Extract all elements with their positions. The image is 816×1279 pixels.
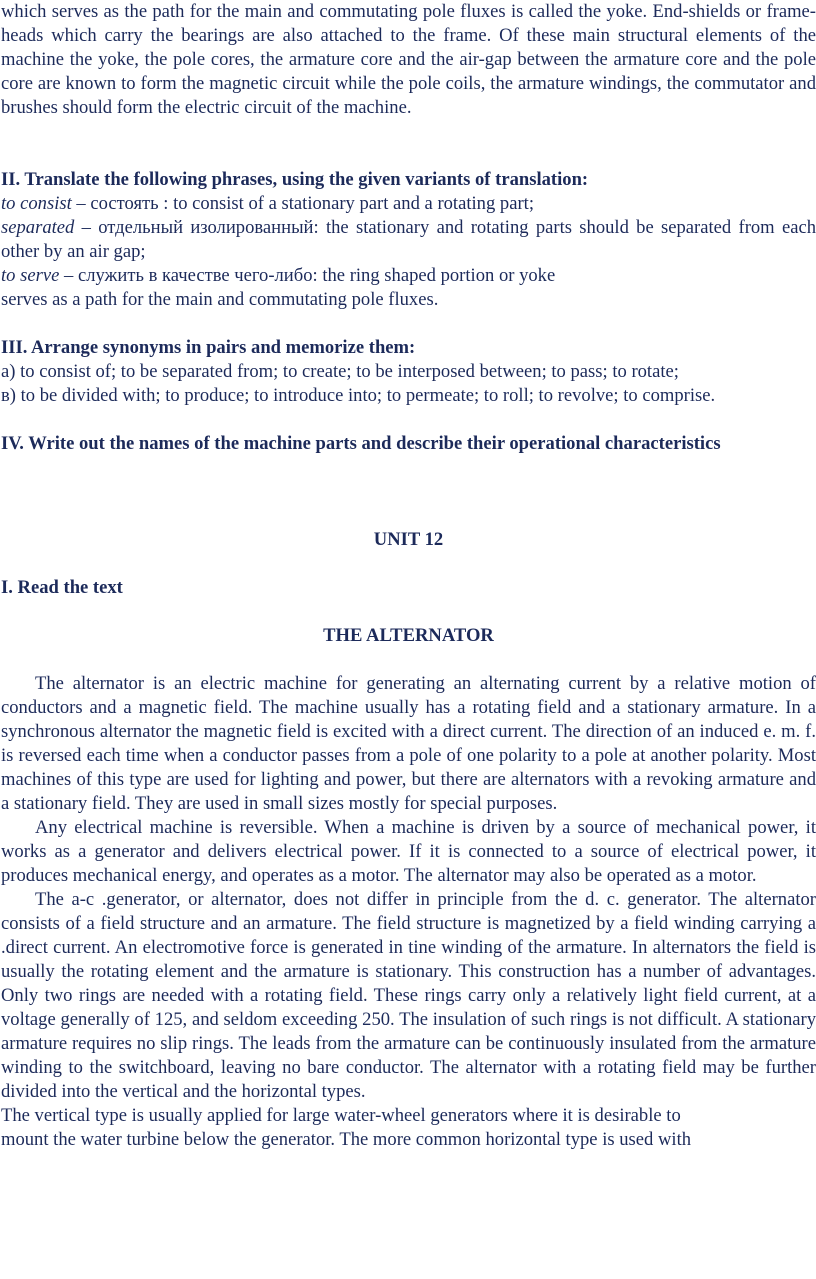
spacer <box>1 408 816 432</box>
text-title: THE ALTERNATOR <box>323 625 494 646</box>
translation-text: – отдельный изолированный: the stationary and rotating parts should be separated from each other by an air gap; <box>1 217 816 262</box>
spacer <box>1 648 816 672</box>
translation-item-consist <box>1 192 816 216</box>
spacer <box>1 552 816 576</box>
body-paragraph-2: Any electrical machine is reversible. When a machine is driven by a source of mechanical power, it works as a generator and delivers electrical power. If it is connected to a source of electrical power, it produces mechanical energy, and operates as a motor. The alternator may also be operated as a motor. <box>1 817 816 886</box>
synonyms-line-b: в) to be divided with; to produce; to introduce into; to permeate; to roll; to revolve; to comprise. <box>1 385 716 406</box>
term-to-serve: to serve <box>1 265 60 286</box>
section-2-heading: II. Translate the following phrases, using the given variants of translation: <box>1 169 589 190</box>
body-final-line-1: The vertical type is usually applied for large water-wheel generators where it is desirable to <box>1 1105 681 1126</box>
body-paragraph-3: The a-c .generator, or alternator, does not differ in principle from the d. c. generator. The alternator consists of a field structure and an armature. The field structure is magnetized by a field winding carrying a .direct current. An electromotive force is generated in tine winding of the armature. In alternators the field is usually the rotating element and the armature is stationary. This construction has a number of advantages. Only two rings are needed with a rotating field. These rings carry only a relatively light field current, at a voltage generally of 125, and seldom exceeding 250. The insulation of such rings is not difficult. A stationary armature requires no slip rings. The leads from the armature can be continuously insulated from the armature winding to the switchboard, leaving no bare conductor. The alternator with a rotating field may be further divided into the vertical and the horizontal types. <box>1 889 816 1102</box>
term-to-consist: to consist <box>1 193 72 214</box>
section-3-heading: III. Arrange synonyms in pairs and memorize them: <box>1 337 416 358</box>
translation-text: – служить в качестве чего-либо: the ring shaped portion or yoke <box>59 265 556 286</box>
translation-item-separated <box>1 216 816 264</box>
body-paragraph-1: The alternator is an electric machine for generating an alternating current by a relative motion of conductors and a magnetic field. The machine usually has a rotating field and a stationary armature. In a synchronous alternator the magnetic field is excited with a direct current. The direction of an induced e. m. f. is reversed each time when a conductor passes from a pole of one polarity to a pole at another polarity. Most machines of this type are used for lighting and power, but there are alternators with a revoking armature and a stationary field. They are used in small sizes mostly for special purposes. <box>1 673 816 814</box>
synonyms-line-a: а) to consist of; to be separated from; to create; to be interposed between; to pass; to rotate; <box>1 361 679 382</box>
spacer <box>1 456 816 528</box>
unit-title: UNIT 12 <box>373 529 444 550</box>
section-4-heading: IV. Write out the names of the machine parts and describe their operational characteristics <box>1 433 721 454</box>
translation-item-serve <box>1 264 816 288</box>
body-final-line-2: mount the water turbine below the generator. The more common horizontal type is used with <box>1 1129 692 1150</box>
intro-paragraph: which serves as the path for the main and commutating pole fluxes is called the yoke. End-shields or frame-heads which carry the bearings are also attached to the frame. Of these main structural elements of the machine the yoke, the pole cores, the armature core and the air-gap between the armature core and the pole core are known to form the magnetic circuit while the pole coils, the armature windings, the commutator and brushes should form the electric circuit of the machine. <box>1 1 816 118</box>
read-text-heading: I. Read the text <box>1 577 123 598</box>
spacer <box>1 312 816 336</box>
translation-continuation: serves as a path for the main and commutating pole fluxes. <box>1 289 439 310</box>
term-separated: separated <box>1 217 75 238</box>
translation-text: – состоять : to consist of a stationary part and a rotating part; <box>71 193 534 214</box>
spacer <box>1 600 816 624</box>
spacer <box>1 120 816 168</box>
